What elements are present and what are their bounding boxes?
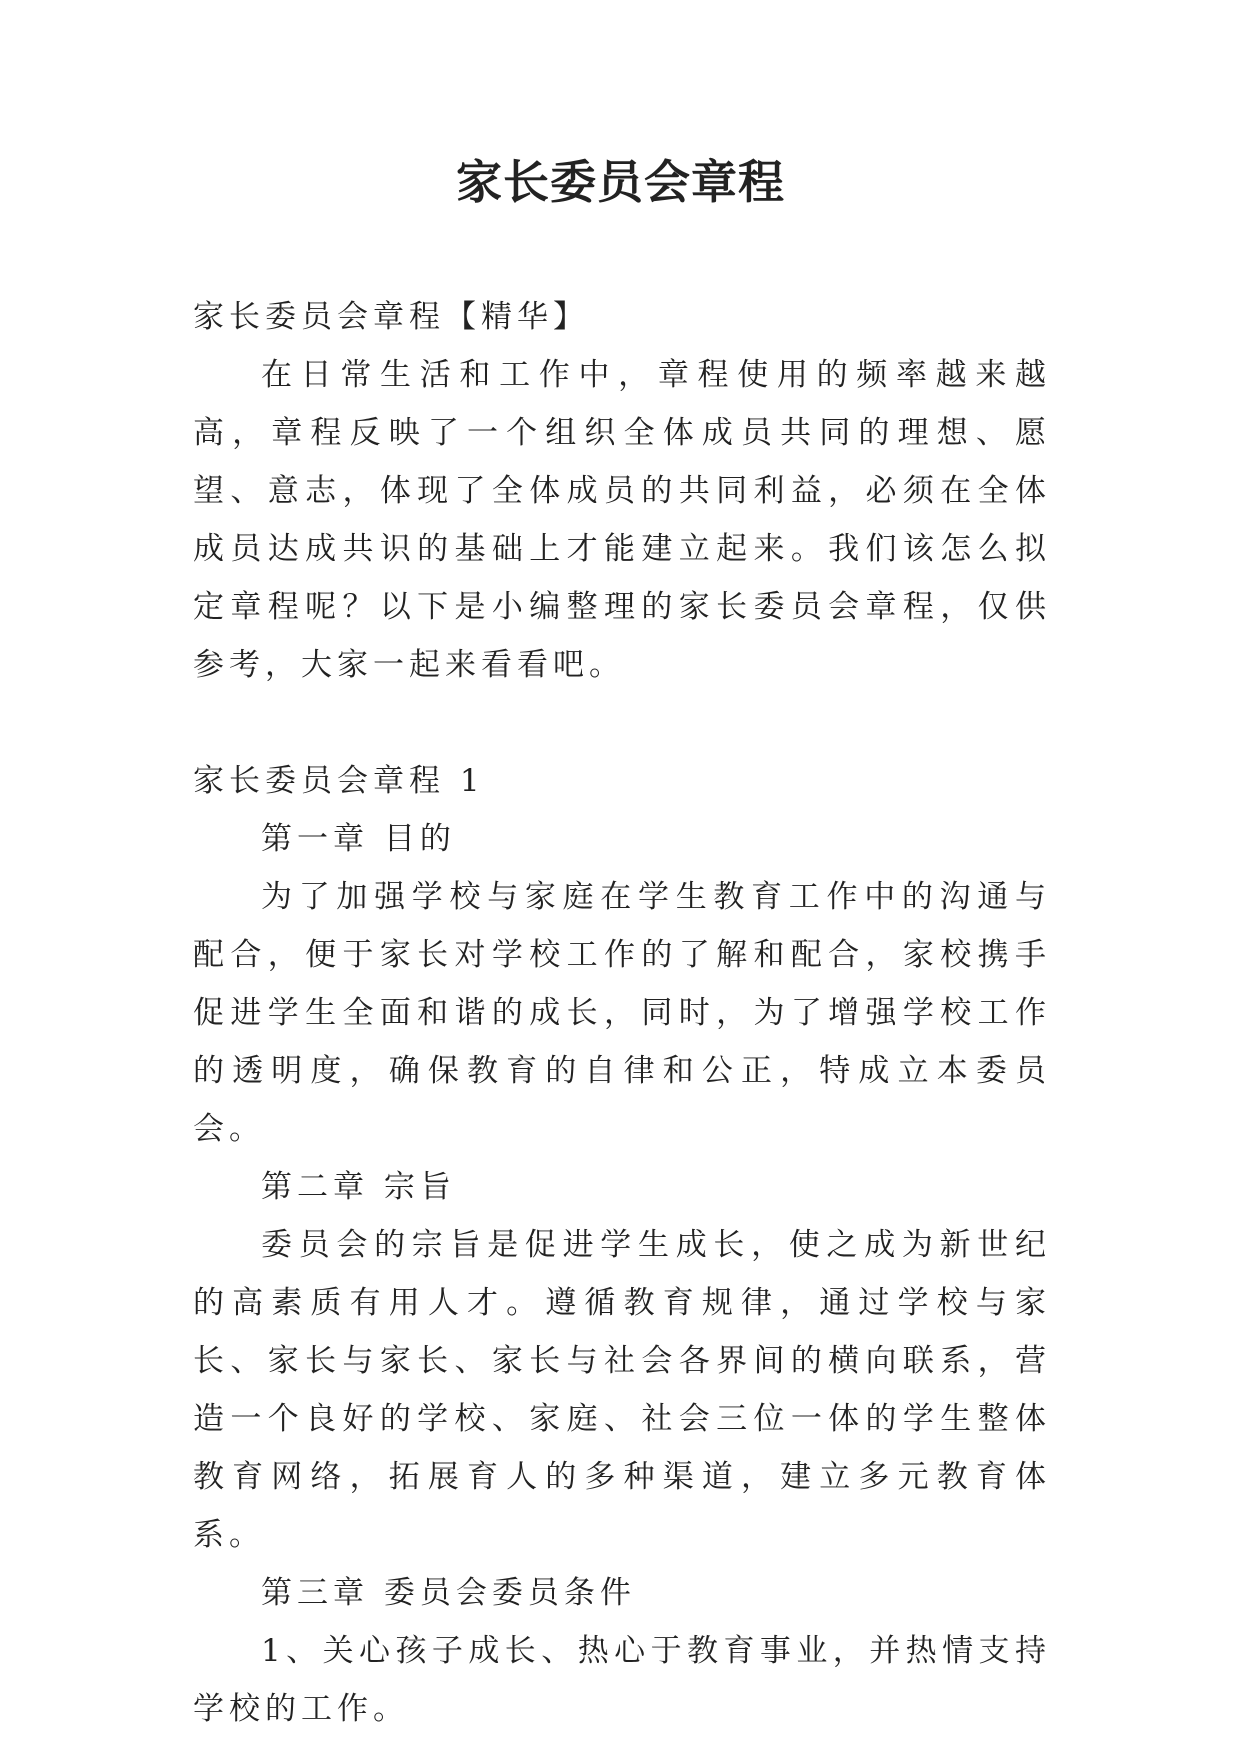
document-body <box>193 288 1051 1738</box>
chapter2-heading: 第二章 宗旨 <box>261 1169 456 1205</box>
chapter3-heading: 第三章 委员会委员条件 <box>261 1575 636 1611</box>
intro-paragraph: 在日常生活和工作中，章程使用的频率越来越高，章程反映了一个组织全体成员共同的理想、愿望、意志，体现了全体成员的共同利益，必须在全体成员达成共识的基础上才能建立起来。我们该怎么拟定章程呢？以下是小编整理的家长委员会章程，仅供参考，大家一起来看看吧。 <box>193 357 1051 683</box>
section-heading: 家长委员会章程 1 <box>193 763 485 799</box>
chapter3-item-1: 1、关心孩子成长、热心于教育事业，并热情支持学校的工作。 <box>193 1633 1051 1727</box>
document-title: 家长委员会章程 <box>456 155 785 209</box>
chapter2-paragraph: 委员会的宗旨是促进学生成长，使之成为新世纪的高素质有用人才。遵循教育规律，通过学校与家长、家长与家长、家长与社会各界间的横向联系，营造一个良好的学校、家庭、社会三位一体的学生整体教育网络，拓展育人的多种渠道，建立多元教育体系。 <box>193 1227 1051 1553</box>
chapter1-heading: 第一章 目的 <box>261 821 456 857</box>
document-subtitle: 家长委员会章程【精华】 <box>193 299 589 335</box>
chapter1-paragraph: 为了加强学校与家庭在学生教育工作中的沟通与配合，便于家长对学校工作的了解和配合，家校携手促进学生全面和谐的成长，同时，为了增强学校工作的透明度，确保教育的自律和公正，特成立本委员会。 <box>193 879 1051 1147</box>
